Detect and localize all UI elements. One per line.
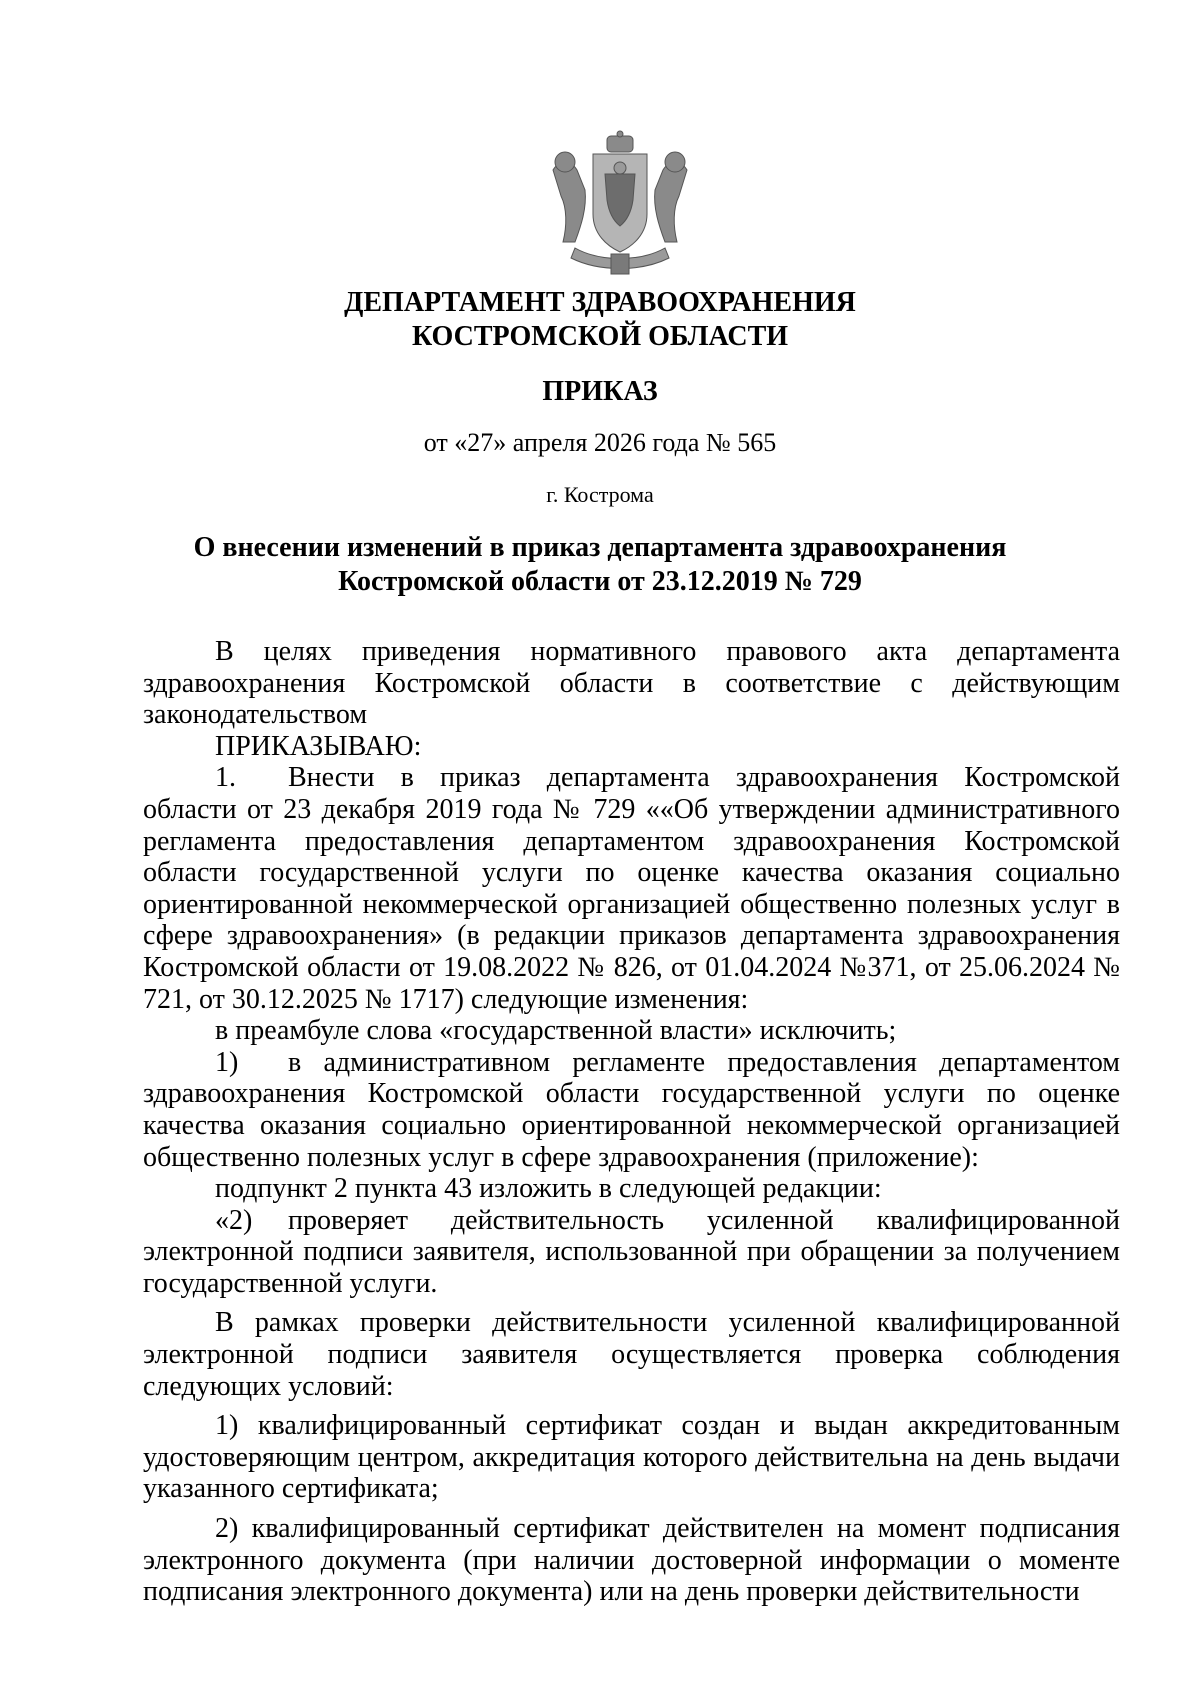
quoted-subpoint-text: проверяет действительность усиленной квалифицированной электронной подписи заявителя, использованной при обращении за получением государственной услуги. (143, 1204, 1120, 1299)
document-city: г. Кострома (546, 482, 654, 507)
condition-2-paragraph: 2) квалифицированный сертификат действителен на момент подписания электронного документа (при наличии достоверной информации о моменте подписания электронного документа) или на день проверки действительности (143, 1513, 1120, 1608)
item-1-text: Внести в приказ департамента здравоохранения Костромской области от 23 декабря 2019 года № 729 ««Об утверждении административного регламента предоставления департаментом здравоохранения Костромской области государственной услуги по оценке качества оказания социально ориентированной некоммерческой организацией общественно полезных услуг в сфере здравоохранения» (в редакции приказов департамента здравоохранения Костромской области от 19.08.2022 № 826, от 01.04.2024 №371, от 25.06.2024 № 721, от 30.12.2025 № 1717) следующие изменения: (143, 762, 1120, 1015)
subpoint-intro-paragraph: подпункт 2 пункта 43 изложить в следующей редакции: (215, 1173, 882, 1205)
order-word: ПРИКАЗЫВАЮ: (215, 730, 422, 762)
preamble-paragraph: В целях приведения нормативного правового акта департамента здравоохранения Костромской области в соответствие с действующим законодательством (143, 636, 1120, 731)
subitem-1-paragraph (143, 1047, 1120, 1173)
subitem-1-text: в административном регламенте предоставления департаментом здравоохранения Костромской области государственной услуги по оценке качества оказания социально ориентированной некоммерческой организацией общественно полезных услуг в сфере здравоохранения (приложение): (143, 1046, 1120, 1173)
check-intro-paragraph: В рамках проверки действительности усиленной квалифицированной электронной подписи заявителя осуществляется проверка соблюдения следующих условий: (143, 1307, 1120, 1402)
document-type: ПРИКАЗ (542, 376, 658, 407)
quoted-subpoint-number: «2) (215, 1204, 253, 1236)
preamble-change-paragraph: в преамбуле слова «государственной власти» исключить; (215, 1015, 897, 1047)
subitem-1-number: 1) (215, 1046, 239, 1078)
item-1-paragraph (143, 762, 1120, 1015)
document-subject-line-2: Костромской области от 23.12.2019 № 729 (338, 566, 862, 597)
document-date-number: от «27» апреля 2026 года № 565 (423, 428, 777, 457)
coat-of-arms-icon (545, 130, 695, 280)
document-body (143, 636, 1120, 1608)
quoted-subpoint-paragraph (143, 1205, 1120, 1300)
item-1-number: 1. (215, 762, 236, 794)
organization-name-line-2: КОСТРОМСКОЙ ОБЛАСТИ (411, 321, 789, 352)
document-subject-line-1: О внесении изменений в приказ департамента здравоохранения (193, 532, 1007, 563)
condition-1-paragraph: 1) квалифицированный сертификат создан и выдан аккредитованным удостоверяющим центром, аккредитация которого действительна на день выдачи указанного сертификата; (143, 1410, 1120, 1505)
organization-name-line-1: ДЕПАРТАМЕНТ ЗДРАВООХРАНЕНИЯ (344, 287, 856, 318)
